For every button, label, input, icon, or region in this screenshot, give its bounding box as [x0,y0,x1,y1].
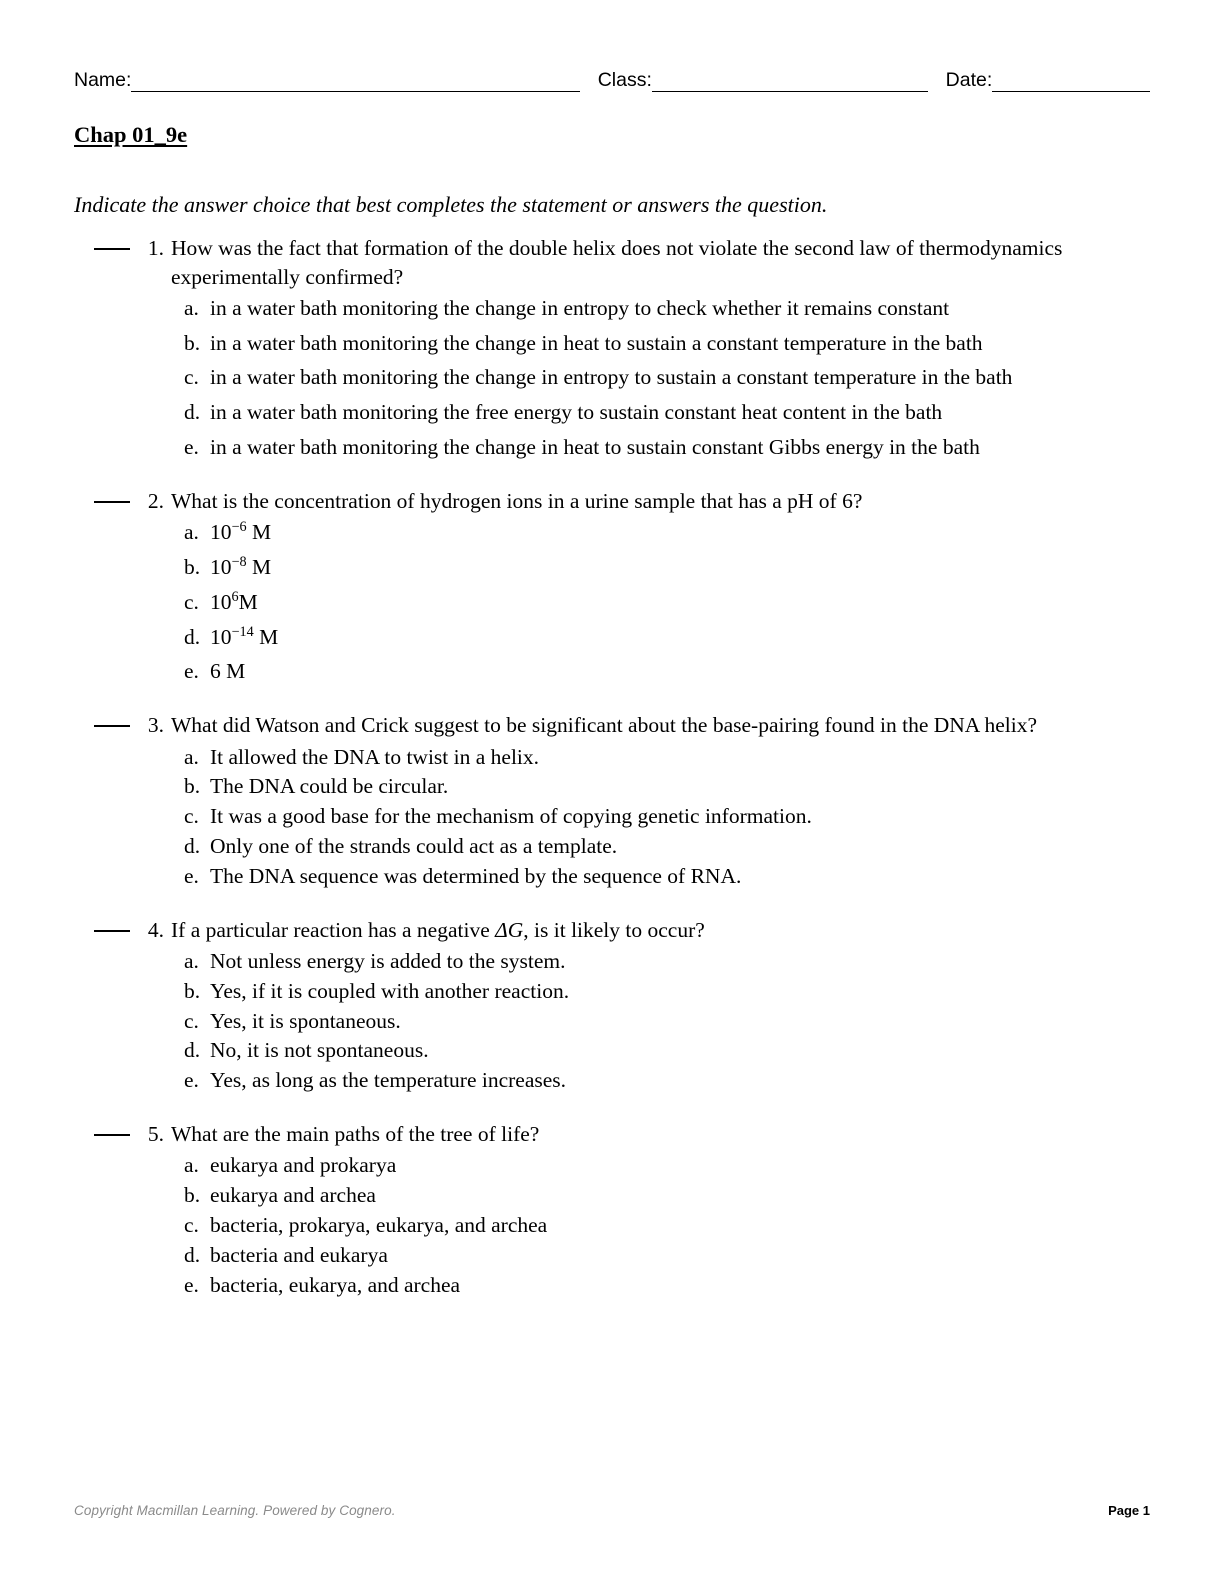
choice-text: Yes, if it is coupled with another reaction. [210,978,570,1003]
choice-text [210,520,1150,546]
choice-option[interactable] [184,659,1150,685]
name-input[interactable] [131,74,580,92]
choice-letter: a. [184,295,199,320]
choice-option[interactable] [184,1183,1150,1209]
math-exponent: −6 [231,519,247,536]
choice-letter: e. [184,435,199,460]
choice-letter: c. [184,1212,199,1237]
choice-option[interactable] [184,1243,1150,1269]
choice-list [184,1153,1150,1298]
choice-text: The DNA could be circular. [210,774,449,799]
date-label: Date: [945,68,993,91]
question-text: What is the concentration of hydrogen ions in a urine sample that has a pH of 6? [171,488,863,513]
choice-text: The DNA sequence was determined by the sequence of RNA. [210,863,742,888]
choice-option[interactable] [184,296,1150,322]
choice-text: It allowed the DNA to twist in a helix. [210,744,540,769]
answer-blank[interactable] [94,930,130,932]
choice-letter: a. [184,1153,199,1178]
question-text: How was the fact that formation of the double helix does not violate the second law of thermodynamics experimentally confirmed? [171,236,1063,289]
name-label: Name: [74,68,132,91]
choice-text: bacteria and eukarya [210,1242,388,1267]
choice-text: in a water bath monitoring the change in heat to sustain constant Gibbs energy in the bath [210,435,980,460]
class-input[interactable] [652,74,928,92]
choice-letter: a. [184,948,199,973]
choice-option[interactable] [184,774,1150,800]
choice-letter: c. [184,1008,199,1033]
choice-text: in a water bath monitoring the free energy to sustain constant heat content in the bath [210,400,943,425]
math-exponent: −14 [231,623,254,640]
choice-letter: e. [184,1068,199,1093]
choice-option[interactable] [184,1038,1150,1064]
choice-letter: b. [184,1183,201,1208]
question-text: What did Watson and Crick suggest to be significant about the base-pairing found in the DNA helix? [171,713,1038,738]
question-text [171,916,1111,944]
choice-option[interactable] [184,1068,1150,1094]
choice-option[interactable] [184,331,1150,357]
answer-blank[interactable] [94,501,130,503]
question-number: 2. [147,488,164,513]
question-item [74,916,1150,1094]
choice-list [184,745,1150,890]
page-title: Chap 01_9e [74,122,188,147]
question-header [74,916,1150,944]
choice-text: Not unless energy is added to the system. [210,948,566,973]
question-text-after: , is it likely to occur? [523,917,705,942]
math-base: 10 [210,520,232,545]
math-unit: M [238,589,258,614]
choice-letter: b. [184,330,201,355]
math-unit: M [253,624,279,649]
question-number: 5. [147,1121,164,1146]
choice-option[interactable] [184,400,1150,426]
question-text-before: If a particular reaction has a negative [171,917,496,942]
choice-option[interactable] [184,555,1150,581]
choice-option[interactable] [184,979,1150,1005]
copyright-notice: Copyright Macmillan Learning. Powered by Cognero. [74,1503,396,1518]
choice-letter: d. [184,1242,201,1267]
math-exponent: 6 [231,588,239,605]
choice-text: No, it is not spontaneous. [210,1038,429,1063]
answer-blank[interactable] [94,725,130,727]
question-text: What are the main paths of the tree of life? [171,1121,540,1146]
choice-letter: a. [184,520,199,545]
choice-option[interactable] [184,1213,1150,1239]
choice-letter: c. [184,589,199,614]
choice-option[interactable] [184,435,1150,461]
question-item [74,487,1150,685]
choice-option[interactable] [184,590,1150,616]
question-item [74,234,1150,461]
choice-text: in a water bath monitoring the change in heat to sustain a constant temperature in the bath [210,330,983,355]
choice-text: Only one of the strands could act as a template. [210,834,618,858]
choice-letter: d. [184,624,201,649]
choice-option[interactable] [184,365,1150,391]
choice-list [184,949,1150,1094]
choice-list [184,296,1150,461]
math-base: 6 M [210,659,246,684]
choice-letter: c. [184,365,199,390]
choice-letter: e. [184,659,199,684]
answer-blank[interactable] [94,1134,130,1136]
choice-letter: e. [184,1272,199,1297]
choice-option[interactable] [184,804,1150,830]
page-number: Page 1 [1108,1503,1150,1518]
choice-letter: b. [184,774,201,799]
choice-letter: b. [184,978,201,1003]
student-info-header [74,62,1150,92]
choice-option[interactable] [184,520,1150,546]
choice-text: in a water bath monitoring the change in entropy to sustain a constant temperature in the bath [210,365,1013,390]
choice-text: Yes, it is spontaneous. [210,1008,401,1033]
question-header [74,234,1150,291]
math-base: 10 [210,555,232,580]
choice-option[interactable] [184,834,1150,860]
math-base: 10 [210,589,232,614]
math-base: 10 [210,624,232,649]
question-list [74,234,1150,1298]
choice-option[interactable] [184,1153,1150,1179]
question-number: 3. [147,713,164,738]
question-item [74,711,1150,889]
choice-letter: c. [184,804,199,829]
choice-text [210,625,1150,651]
choice-letter: b. [184,555,201,580]
choice-text [210,659,1150,685]
choice-letter: d. [184,834,201,858]
choice-list [184,520,1150,685]
choice-text [210,555,1150,581]
instruction-text: Indicate the answer choice that best completes the statement or answers the question. [74,191,828,217]
choice-text: bacteria, prokarya, eukarya, and archea [210,1212,548,1237]
choice-option[interactable] [184,625,1150,651]
choice-letter: e. [184,863,199,888]
choice-option[interactable] [184,949,1150,975]
choice-letter: a. [184,744,199,769]
choice-option[interactable] [184,1273,1150,1299]
question-number: 1. [147,236,164,261]
math-unit: M [246,555,272,580]
choice-text: eukarya and archea [210,1183,376,1208]
choice-text: eukarya and prokarya [210,1153,397,1178]
class-label: Class: [597,68,652,91]
choice-text: Yes, as long as the temperature increases. [210,1068,567,1093]
choice-text: bacteria, eukarya, and archea [210,1272,461,1297]
math-unit: M [246,520,272,545]
choice-text [210,590,1150,616]
answer-blank[interactable] [94,248,130,250]
math-exponent: −8 [231,553,247,570]
page-footer [74,1503,1150,1518]
question-header [74,711,1150,739]
choice-letter: d. [184,1038,201,1063]
choice-option[interactable] [184,1009,1150,1035]
title-wrapper [74,92,1150,148]
question-header [74,1120,1150,1148]
choice-text: It was a good base for the mechanism of copying genetic information. [210,804,812,829]
question-header [74,487,1150,515]
delta-g-symbol: ΔG [495,917,524,942]
choice-letter: d. [184,400,201,425]
choice-option[interactable] [184,745,1150,771]
question-item [74,1120,1150,1298]
choice-text: in a water bath monitoring the change in entropy to check whether it remains constant [210,295,950,320]
choice-option[interactable] [184,864,1150,890]
date-input[interactable] [992,74,1150,92]
question-number: 4. [147,917,164,942]
